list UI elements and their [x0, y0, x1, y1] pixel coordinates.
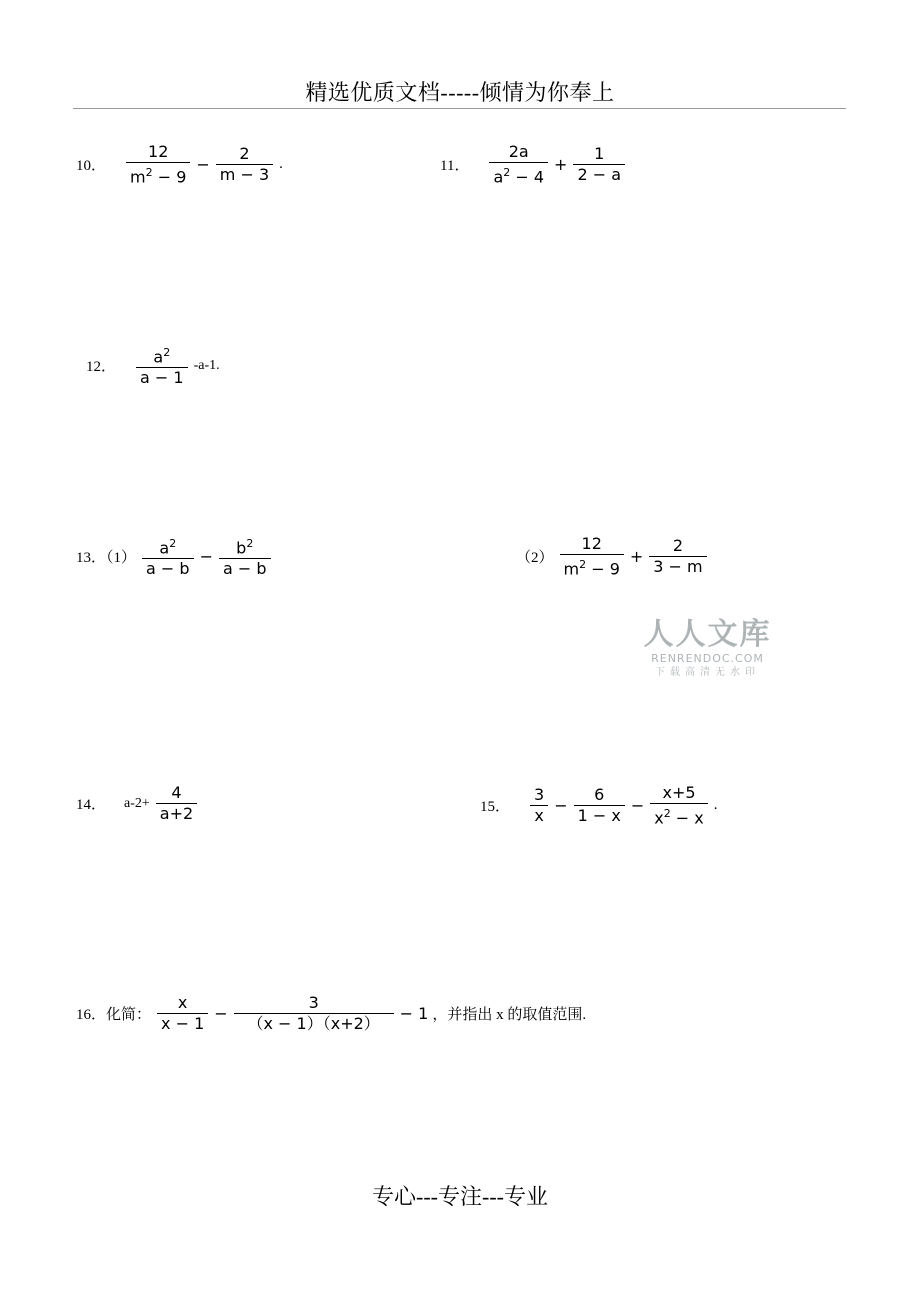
problem-number: 15． [480, 799, 511, 816]
page-footer-text: 专心---专注---专业 [372, 1184, 548, 1209]
tail-text: . [279, 156, 283, 173]
watermark-domain: RENRENDOC.COM [651, 652, 764, 665]
denominator: 2 − a [577, 165, 621, 185]
denominator: 1 − x [577, 806, 621, 826]
denominator: x − 1 [161, 1014, 205, 1033]
denominator: x [534, 806, 544, 826]
operator: + [629, 547, 644, 567]
problem-16 [76, 993, 586, 1034]
numerator: 2 [239, 144, 250, 164]
numerator: x+5 [662, 783, 696, 802]
numerator: 12 [148, 142, 169, 161]
fraction [560, 534, 624, 579]
numerator: 2a [508, 142, 529, 161]
denominator: $m^2 - 9$ [563, 558, 620, 579]
problem-14 [76, 783, 199, 824]
problem-number: 11． [440, 158, 470, 175]
fraction [136, 343, 188, 388]
watermark-slogan: 下载高清无水印 [655, 667, 760, 678]
numerator: 12 [581, 534, 602, 553]
fraction [142, 534, 194, 579]
operator: − [630, 796, 645, 816]
problem-15 [480, 783, 718, 828]
header-divider [73, 108, 846, 109]
page-header-title: 精选优质文档-----倾情为你奉上 [305, 80, 615, 105]
numerator: 3 [534, 785, 545, 805]
fraction [574, 785, 625, 826]
fraction [530, 785, 548, 826]
problem-number: 12． [86, 359, 117, 376]
fraction [219, 534, 271, 579]
denominator: a − 1 [140, 368, 184, 388]
problem-number: 16．化简： [76, 1007, 152, 1023]
denominator: 3 − m [653, 557, 703, 577]
problem-11 [440, 142, 627, 187]
denominator: a+2 [159, 804, 194, 823]
numerator: 1 [594, 144, 605, 164]
numerator: 6 [594, 785, 605, 805]
problem-13-part-1 [76, 534, 273, 579]
lead-text: a-2+ [124, 795, 150, 811]
tail-text: . [713, 797, 718, 814]
numerator: $a^2$ [159, 537, 177, 558]
problem-13-part-2 [516, 534, 709, 579]
fraction [649, 536, 706, 577]
problem-number: 10． [76, 158, 107, 175]
tail-text: -a-1. [193, 357, 220, 373]
problem-number: 14． [76, 797, 107, 813]
watermark [640, 618, 775, 679]
tail-math: − 1 [399, 1004, 429, 1023]
denominator: a − b [222, 559, 267, 579]
fraction [650, 783, 708, 828]
denominator: m − 3 [219, 165, 270, 185]
operator: + [554, 155, 568, 175]
problem-12 [86, 343, 220, 388]
problem-number: （2） [516, 550, 554, 567]
fraction [156, 783, 197, 824]
denominator: $x^2 - x$ [654, 807, 704, 828]
operator: − [199, 547, 213, 567]
fraction [234, 993, 394, 1034]
numerator: $b^2$ [236, 537, 254, 558]
numerator: 3 [308, 993, 319, 1012]
problem-number: 13．（1） [76, 550, 137, 567]
tail-text: ，并指出 x 的取值范围. [432, 1007, 587, 1023]
problem-10 [76, 142, 283, 187]
denominator: $a^2 - 4$ [493, 166, 545, 187]
denominator: a − b [146, 559, 190, 579]
operator: − [196, 155, 210, 175]
fraction [216, 144, 273, 185]
denominator: （x − 1）（x+2） [247, 1014, 380, 1033]
fraction [573, 144, 625, 185]
numerator: 2 [672, 536, 684, 556]
operator: − [214, 1004, 228, 1023]
numerator: x [177, 993, 188, 1012]
watermark-logo: 人人文库 [643, 617, 772, 652]
fraction [489, 142, 548, 187]
fraction [126, 142, 190, 187]
numerator: $a^2$ [153, 346, 171, 367]
operator: − [554, 796, 568, 816]
fraction [157, 993, 208, 1034]
numerator: 4 [171, 783, 182, 802]
denominator: $m^2 - 9$ [130, 166, 187, 187]
